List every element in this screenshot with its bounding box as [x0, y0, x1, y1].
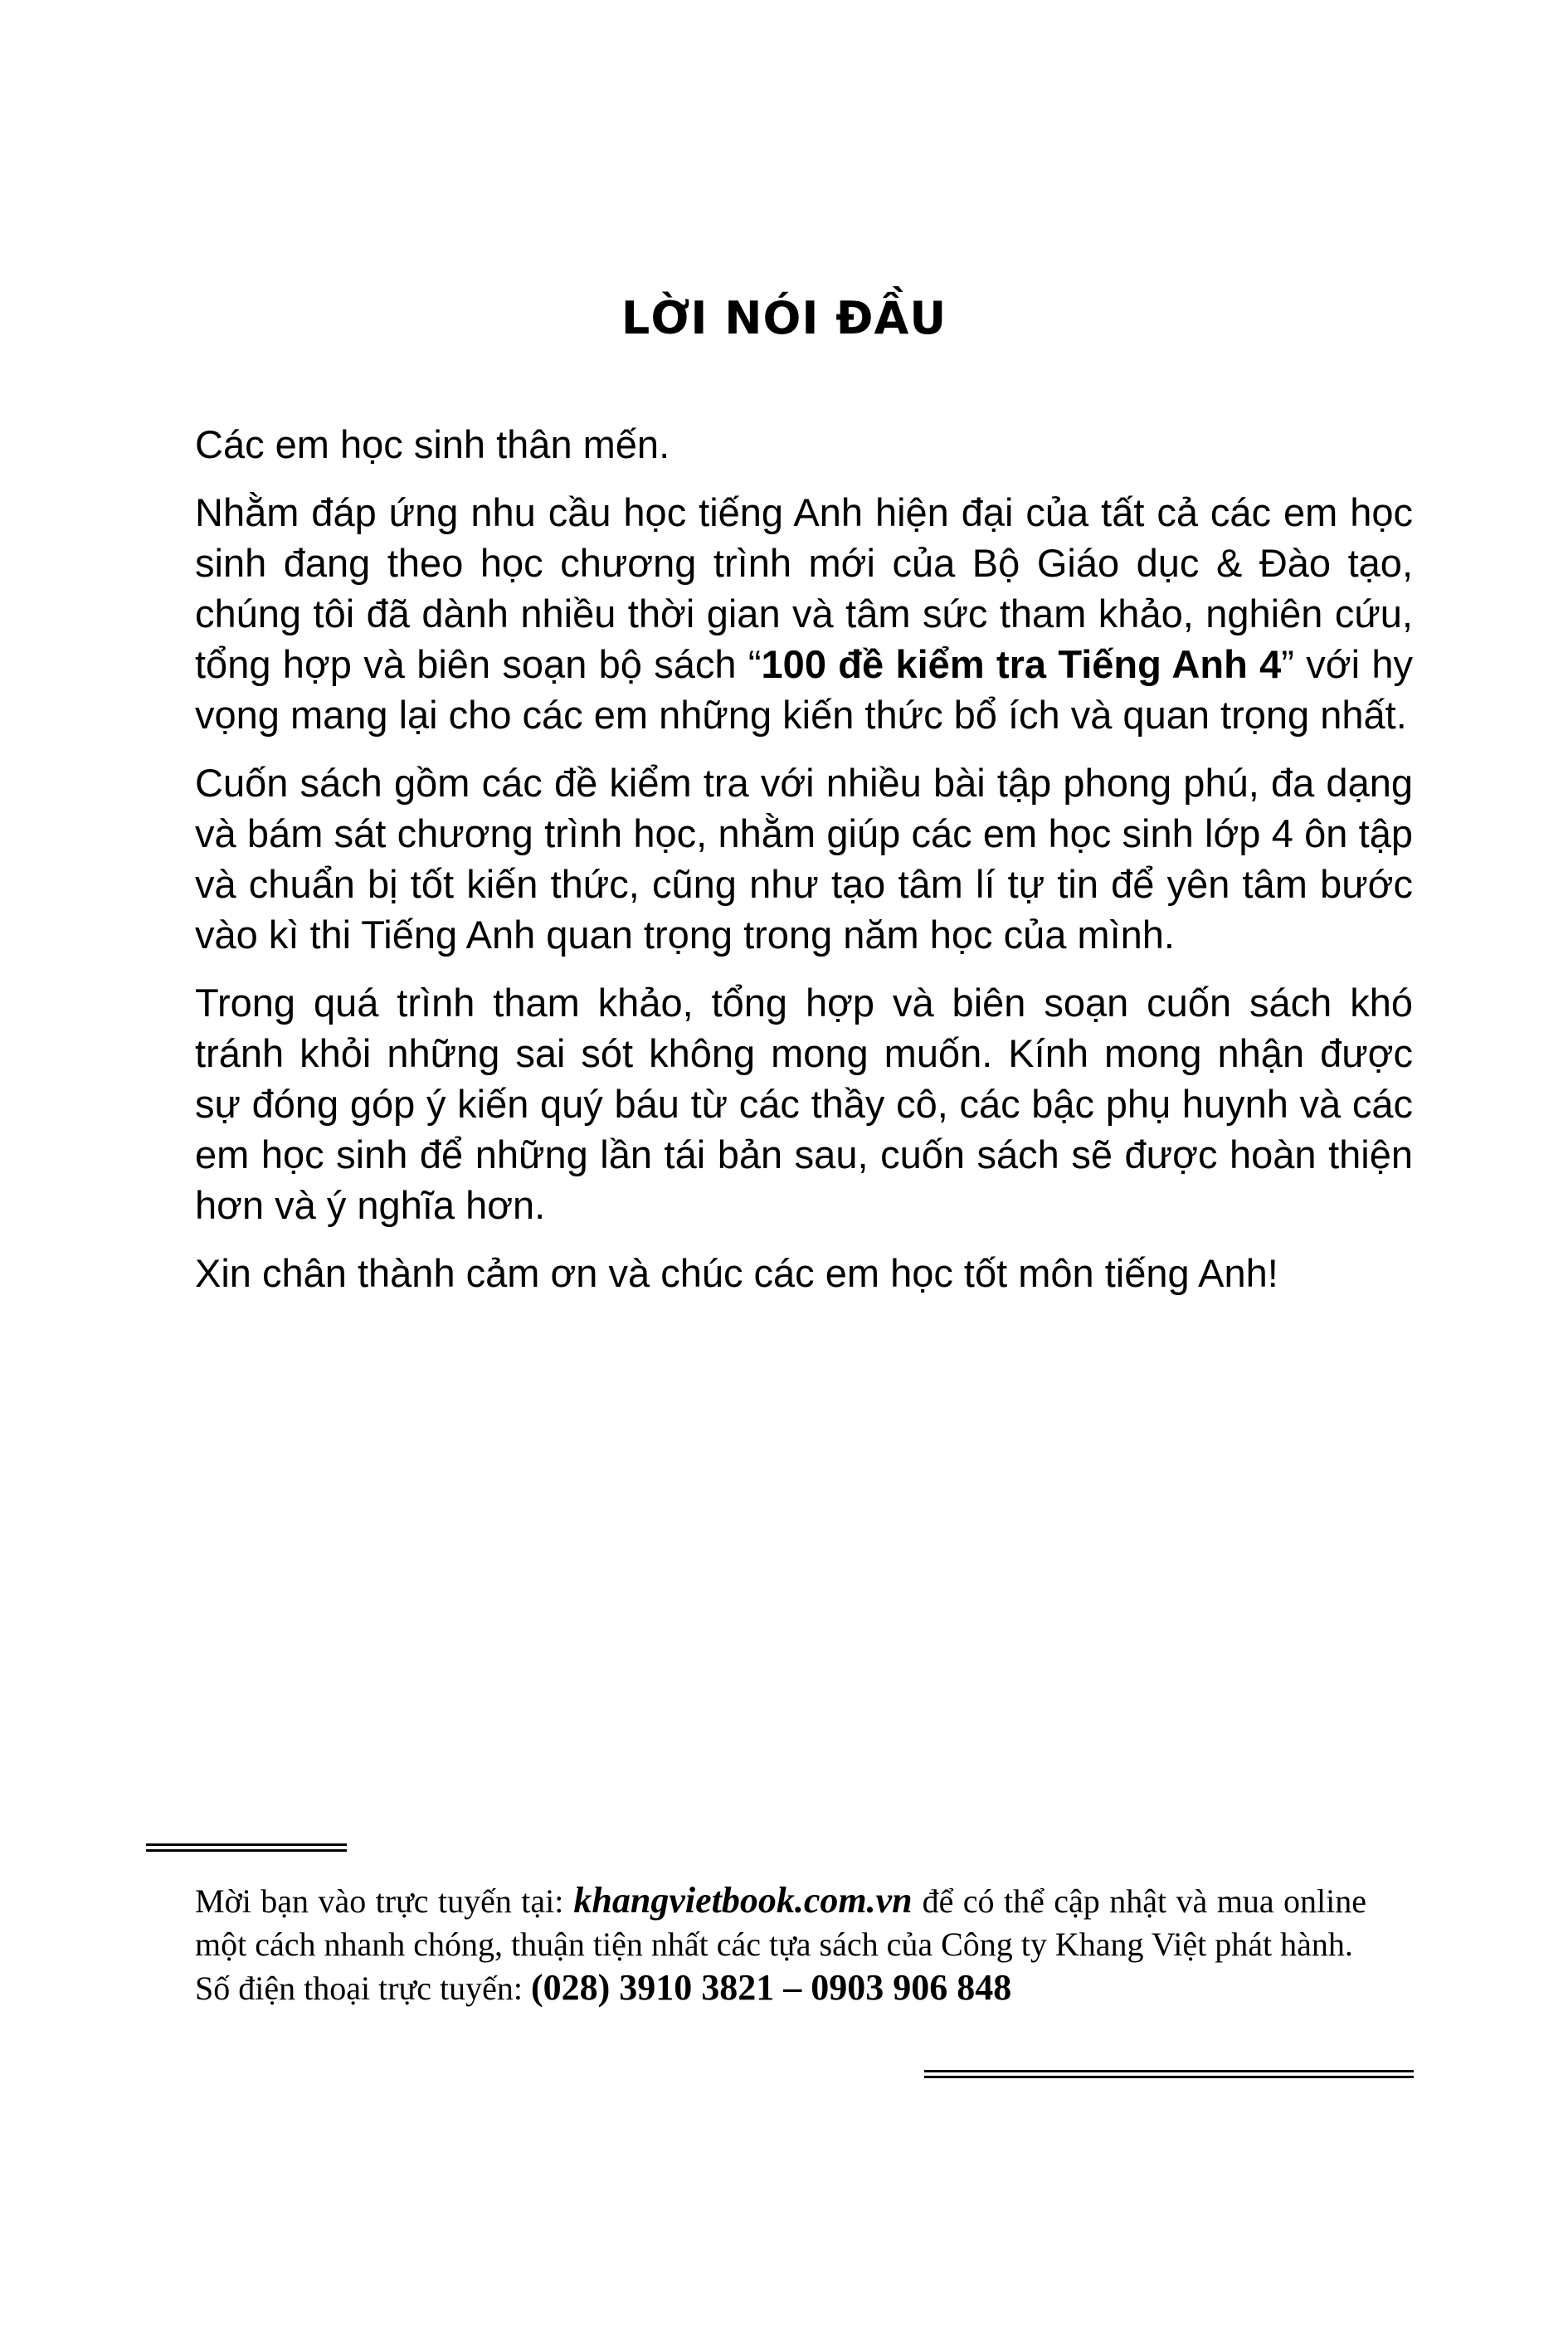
preface-paragraph-3: Trong quá trình tham khảo, tổng hợp và biên soạn cuốn sách khó tránh khỏi những sai sót không mong muốn. Kính mong nhận được sự đóng góp ý kiến quý báu từ các thầy cô, các bậc phụ huynh và các em học sinh để những lần tái bản sau, cuốn sách sẽ được hoàn thiện hơn và ý nghĩa hơn. — [195, 981, 1413, 1227]
page-title: LỜI NÓI ĐẦU — [621, 292, 947, 344]
greeting: Các em học sinh thân mến. — [195, 422, 670, 466]
footer-intro: Mời bạn vào trực tuyến tại: — [195, 1882, 564, 1920]
closing-line: Xin chân thành cảm ơn và chúc các em học tốt môn tiếng Anh! — [195, 1251, 1278, 1295]
phone-numbers: (028) 3910 3821 – 0903 906 848 — [530, 1967, 1012, 2008]
preface-paragraph-2: Cuốn sách gồm các đề kiểm tra với nhiều bài tập phong phú, đa dạng và bám sát chương trình học, nhằm giúp các em học sinh lớp 4 ôn tập và chuẩn bị tốt kiến thức, cũng như tạo tâm lí tự tin để yên tâm bước vào kì thi Tiếng Anh quan trọng trong năm học của mình. — [195, 761, 1413, 957]
footer-website-line — [195, 1879, 1366, 1966]
paragraph-1-after: ” với hy vọng mang lại cho các em những kiến thức bổ ích và quan trọng nhất. — [195, 642, 1413, 737]
website-link[interactable]: khangvietbook.com.vn — [573, 1880, 913, 1921]
publisher-footer — [195, 1879, 1366, 2010]
footer-divider-top — [146, 1843, 347, 1852]
footer-description: để có thể cập nhật và mua online một cách nhanh chóng, thuận tiện nhất các tựa sách của Công ty Khang Việt phát hành. — [195, 1882, 1367, 1963]
footer-divider-bottom — [924, 2070, 1414, 2078]
footer-phone-line — [195, 1966, 1366, 2010]
preface-body — [195, 419, 1413, 1316]
preface-paragraph-1 — [195, 487, 1413, 740]
phone-label: Số điện thoại trực tuyến: — [195, 1970, 523, 2007]
paragraph-1-before: Nhằm đáp ứng nhu cầu học tiếng Anh hiện đại của tất cả các em học sinh đang theo học chương trình mới của Bộ Giáo dục & Đào tạo, chúng tôi đã dành nhiều thời gian và tâm sức tham khảo, nghiên cứu, tổng hợp và biên soạn bộ sách “ — [195, 490, 1413, 686]
book-title: 100 đề kiểm tra Tiếng Anh 4 — [761, 642, 1282, 686]
